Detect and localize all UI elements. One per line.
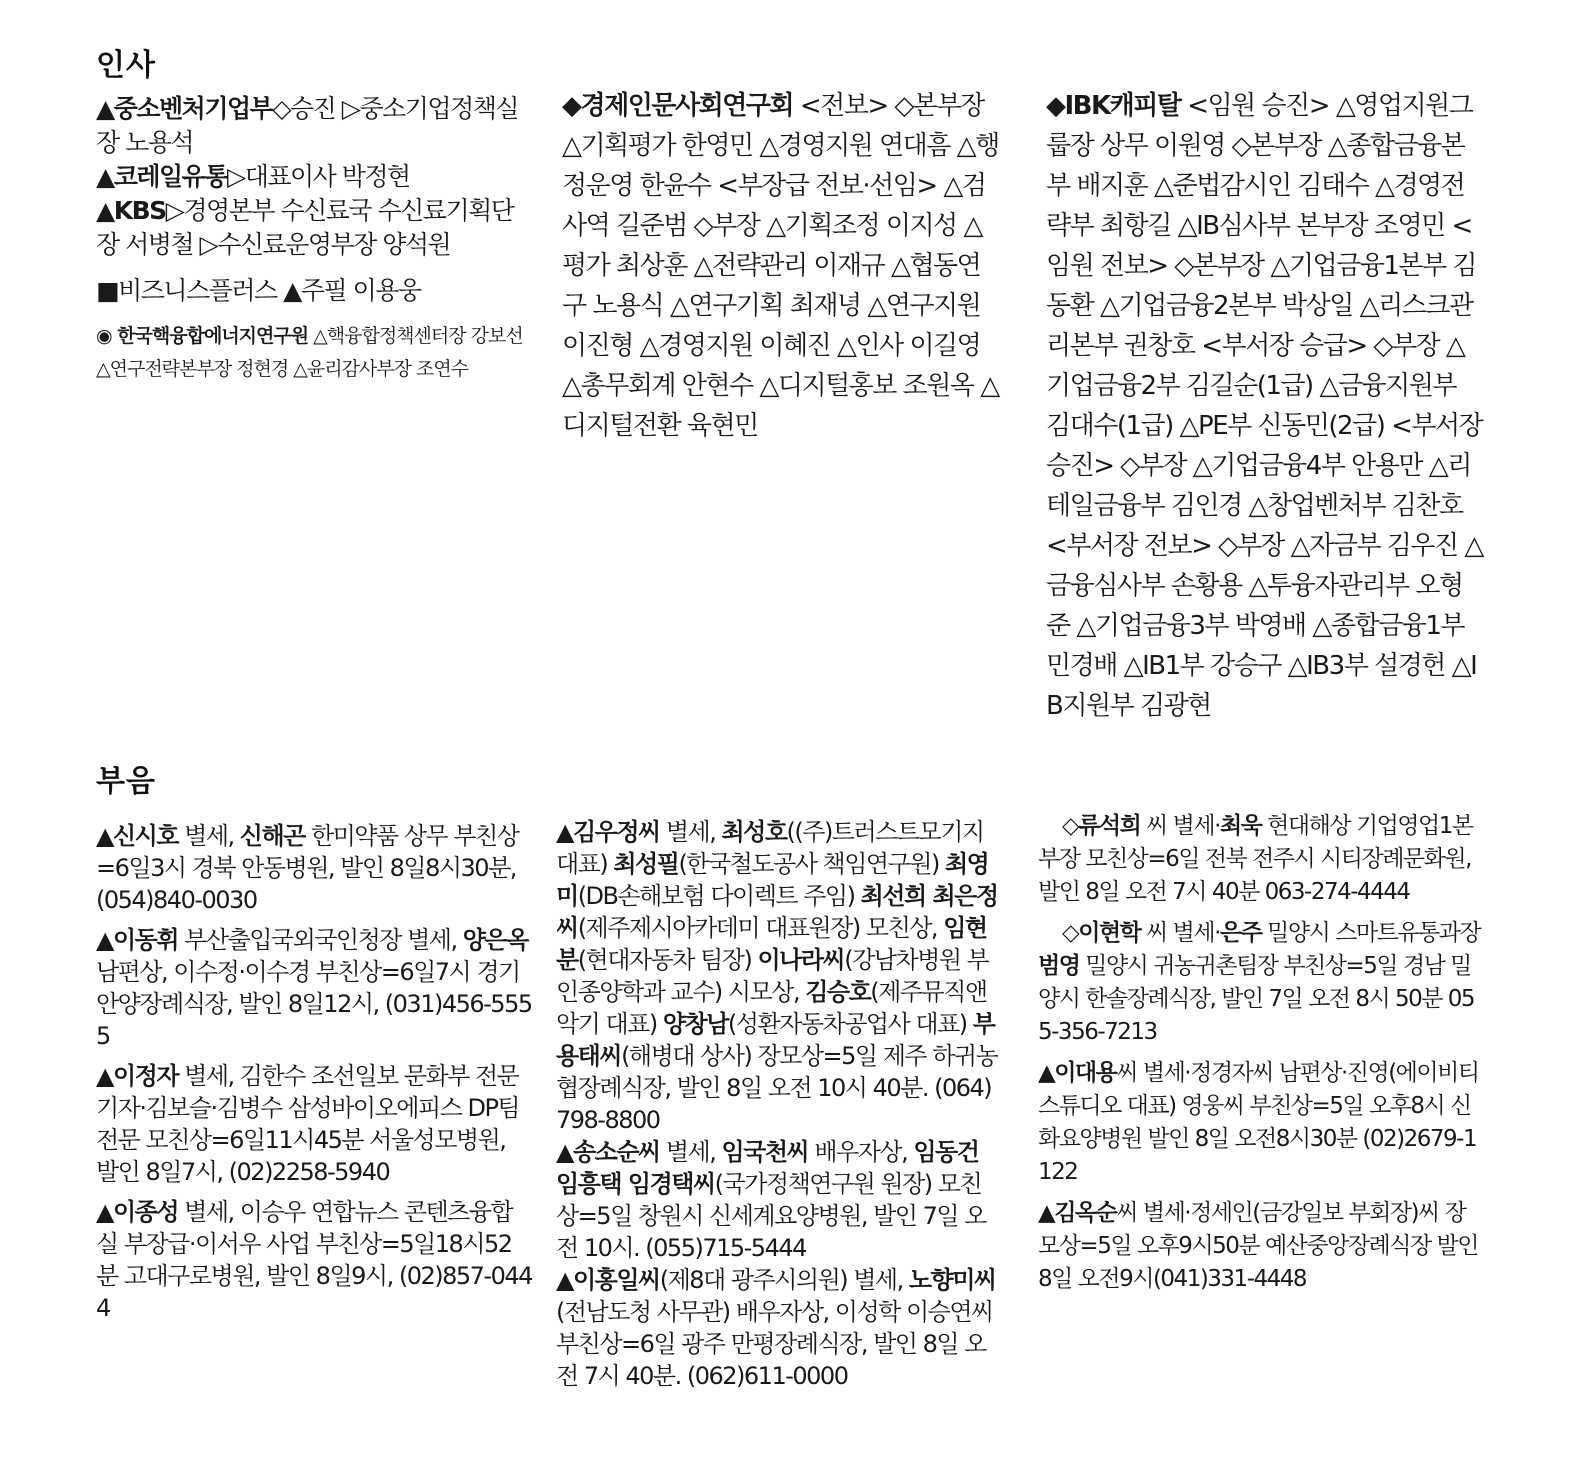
deceased-name: ◇이현학 xyxy=(1062,920,1141,946)
insa-column-1 xyxy=(96,92,536,386)
obituary-entry xyxy=(1038,1057,1482,1189)
entry-text: (제주뮤직앤악기 대표) xyxy=(556,978,987,1038)
relative-name: 최성호 xyxy=(721,818,787,846)
relative-name: 이나라씨 xyxy=(757,946,845,974)
org-name: ▲코레일유통 xyxy=(96,162,227,191)
obituary-entry xyxy=(96,924,532,1052)
bueum-column-2 xyxy=(556,816,1002,1392)
relative-name: 양창남 xyxy=(662,1010,728,1038)
relative-name: 최성필 xyxy=(613,850,679,878)
relative-name: 최선희 최은정씨 xyxy=(556,882,998,942)
obituary-entry xyxy=(1038,810,1482,909)
entry-text: (강남차병원 부인종양학과 교수) 시모상, xyxy=(556,946,989,1006)
relative-name: 양은옥 xyxy=(462,926,528,954)
bueum-column-3 xyxy=(1038,810,1482,1296)
entry-text: 별세, xyxy=(659,818,722,846)
entry-text: 현대해상 기업영업1본부장 모친상=6일 전북 전주시 시티장례문화원, 발인 8일 오전 7시 40분 063-274-4444 xyxy=(1038,813,1473,905)
obituary-entry xyxy=(1038,1197,1482,1296)
appointment-entry xyxy=(96,92,536,160)
entry-text: △핵융합정책센터장 강보선 △연구전략본부장 정현경 △윤리감사부장 조연수 xyxy=(96,325,523,380)
entry-text: 씨 별세·정경자씨 남편상·진영(에이비티스튜디오 대표) 영웅씨 부친상=5일 오후8시 신화요양병원 발인 8일 오전8시30분 (02)2679-1122 xyxy=(1038,1060,1479,1185)
entry-text: (DB손해보험 다이렉트 주임) xyxy=(577,882,861,910)
deceased-name: ▲이홍일씨 xyxy=(556,1266,660,1294)
relative-name: 은주 xyxy=(1219,920,1262,946)
appointment-entry xyxy=(96,194,536,262)
obituary-entry xyxy=(96,820,532,916)
deceased-name: ▲이정자 xyxy=(96,1062,179,1090)
entry-text: ▷대표이사 박정현 xyxy=(226,162,410,191)
deceased-name: ▲신시호 xyxy=(96,822,179,850)
deceased-name: ◇류석희 xyxy=(1062,813,1141,839)
entry-text: 씨 별세·정세인(금강일보 부회장)씨 장모상=5일 오후9시50분 예산중앙장례식장 발인 8일 오전9시(041)331-4448 xyxy=(1038,1200,1478,1292)
deceased-name: ▲김우정씨 xyxy=(556,818,660,846)
org-name: ◆경제인문사회연구회 xyxy=(562,91,794,121)
deceased-name: ▲이동휘 xyxy=(96,926,179,954)
deceased-name: ▲이대용 xyxy=(1038,1060,1117,1086)
entry-text: (현대자동차 팀장) xyxy=(577,946,758,974)
entry-text: 별세, xyxy=(178,822,240,850)
entry-text: ((주)트러스트모기지 대표) xyxy=(556,818,984,878)
entry-text: 밀양시 스마트유통과장 xyxy=(1261,920,1481,946)
entry-text: (제8대 광주시의원) 별세, xyxy=(659,1266,909,1294)
entry-text: ▲주필 이용웅 xyxy=(283,276,421,305)
obituary-entry xyxy=(556,816,1002,1136)
relative-name: 최욱 xyxy=(1219,813,1262,839)
appointment-entry xyxy=(562,86,1002,446)
relative-name: 노향미씨 xyxy=(908,1266,996,1294)
entry-text: 부산출입국외국인청장 별세, xyxy=(178,926,463,954)
deceased-name: ▲김옥순 xyxy=(1038,1200,1117,1226)
org-name: ◆IBK캐피탈 xyxy=(1046,91,1181,121)
relative-name: 임국천씨 xyxy=(721,1138,809,1166)
relative-name: 신해곤 xyxy=(239,822,305,850)
entry-text: (제주제시아카데미 대표원장) 모친상, xyxy=(577,914,944,942)
relative-name: 김승호 xyxy=(805,978,871,1006)
bueum-column-1 xyxy=(96,820,532,1324)
appointment-entry xyxy=(96,320,536,386)
relative-name: 최영미 xyxy=(556,850,989,910)
org-name: ▲중소벤처기업부 xyxy=(96,94,273,123)
section-title-bueum: 부음 xyxy=(96,764,156,799)
entry-text: <임원 승진> △영업지원그룹장 상무 이원영 ◇본부장 △종합금융본부 배지훈 △준법감시인 김태수 △경영전략부 최항길 △IB심사부 본부장 조영민 <임원 전보> ◇본부장 △기업금융1본부 김동환 △기업금융2본부 박상일 △리스크관리본부 권창호 <부서장 승급> ◇부장 △기업금융2부 김길순(1급) △금융지원부 김대수(1급) △PE부 신동민(2급) <부서장 승진> ◇부장 △기업금융4부 안용만 △리테일금융부 김인경 △창업벤처부 김찬호 <부서장 전보> ◇부장 △자금부 김우진 △금융심사부 손황용 △투융자관리부 오형준 △기업금융3부 박영배 △종합금융1부 민경배 △IB1부 강승구 △IB3부 설경헌 △IB지원부 김광현 xyxy=(1046,91,1483,721)
entry-text: 남편상, 이수정·이수경 부친상=6일7시 경기 안양장례식장, 발인 8일12시, (031)456-5555 xyxy=(96,958,532,1050)
entry-text: 별세, 이승우 연합뉴스 콘텐츠융합실 부장급·이서우 사업 부친상=5일18시52분 고대구로병원, 발인 8일9시, (02)857-0444 xyxy=(96,1198,532,1322)
entry-text: (해병대 상사) 장모상=5일 제주 하귀농협장례식장, 발인 8일 오전 10시 40분. (064)798-8800 xyxy=(556,1042,998,1134)
relative-name: 부용태씨 xyxy=(556,1010,995,1070)
org-name: ▲KBS xyxy=(96,196,166,225)
appointment-entry xyxy=(96,160,536,194)
insa-column-3 xyxy=(1046,86,1486,726)
entry-text: 별세, 김한수 조선일보 문화부 전문기자·김보슬·김병수 삼성바이오에피스 DP팀 전문 모친상=6일11시45분 서울성모병원, 발인 8일7시, (02)2258-5940 xyxy=(96,1062,520,1186)
org-name: ◉ 한국핵융합에너지연구원 xyxy=(96,325,309,347)
deceased-name: ▲송소순씨 xyxy=(556,1138,660,1166)
org-name: ■비즈니스플러스 xyxy=(96,276,277,305)
entry-text: ▷경영본부 수신료국 수신료기획단장 서병철 ▷수신료운영부장 양석원 xyxy=(96,196,514,259)
entry-text: (국가정책연구원 원장) 모친상=5일 창원시 신세계요양병원, 발인 7일 오전 10시. (055)715-5444 xyxy=(556,1170,986,1262)
obituary-entry xyxy=(556,1136,1002,1264)
obituary-entry xyxy=(96,1196,532,1324)
relative-name: 임현분 xyxy=(556,914,987,974)
obituary-entry xyxy=(1038,917,1482,1049)
entry-text: 배우자상, xyxy=(808,1138,914,1166)
entry-text: 씨 별세· xyxy=(1140,920,1220,946)
entry-text: <전보> ◇본부장 △기획평가 한영민 △경영지원 연대흠 △행정운영 한윤수 <부장급 전보·선임> △검사역 길준범 ◇부장 △기획조정 이지성 △평가 최상훈 △전략관리 이재규 △협동연구 노용식 △연구기획 최재녕 △연구지원 이진형 △경영지원 이혜진 △인사 이길영 △총무회계 안현수 △디지털홍보 조원옥 △디지털전환 육현민 xyxy=(562,91,999,441)
deceased-name: ▲이종성 xyxy=(96,1198,179,1226)
entry-text: 밀양시 귀농귀촌팀장 부친상=5일 경남 밀양시 한솔장례식장, 발인 7일 오전 8시 50분 055-356-7213 xyxy=(1038,953,1475,1045)
appointment-entry xyxy=(1046,86,1486,726)
section-title-insa: 인사 xyxy=(96,48,156,83)
appointment-entry xyxy=(96,274,536,308)
obituary-entry xyxy=(556,1264,1002,1392)
relative-name: 범영 xyxy=(1038,953,1080,979)
entry-text: ◇승진 ▷중소기업정책실장 노용석 xyxy=(96,94,519,157)
entry-text: (전남도청 사무관) 배우자상, 이성학 이승연씨 부친상=6일 광주 만평장례식장, 발인 8일 오전 7시 40분. (062)611-0000 xyxy=(556,1298,993,1390)
entry-text: (성환자동차공업사 대표) xyxy=(727,1010,973,1038)
obituary-entry xyxy=(96,1060,532,1188)
entry-text: 별세, xyxy=(659,1138,722,1166)
insa-column-2 xyxy=(562,86,1002,446)
entry-text: (한국철도공사 책임연구원) xyxy=(678,850,945,878)
entry-text: 씨 별세· xyxy=(1140,813,1220,839)
entry-text: 한미약품 상무 부친상=6일3시 경북 안동병원, 발인 8일8시30분, (054)840-0030 xyxy=(96,822,519,914)
relative-name: 임동건 임흥택 임경택씨 xyxy=(556,1138,979,1198)
